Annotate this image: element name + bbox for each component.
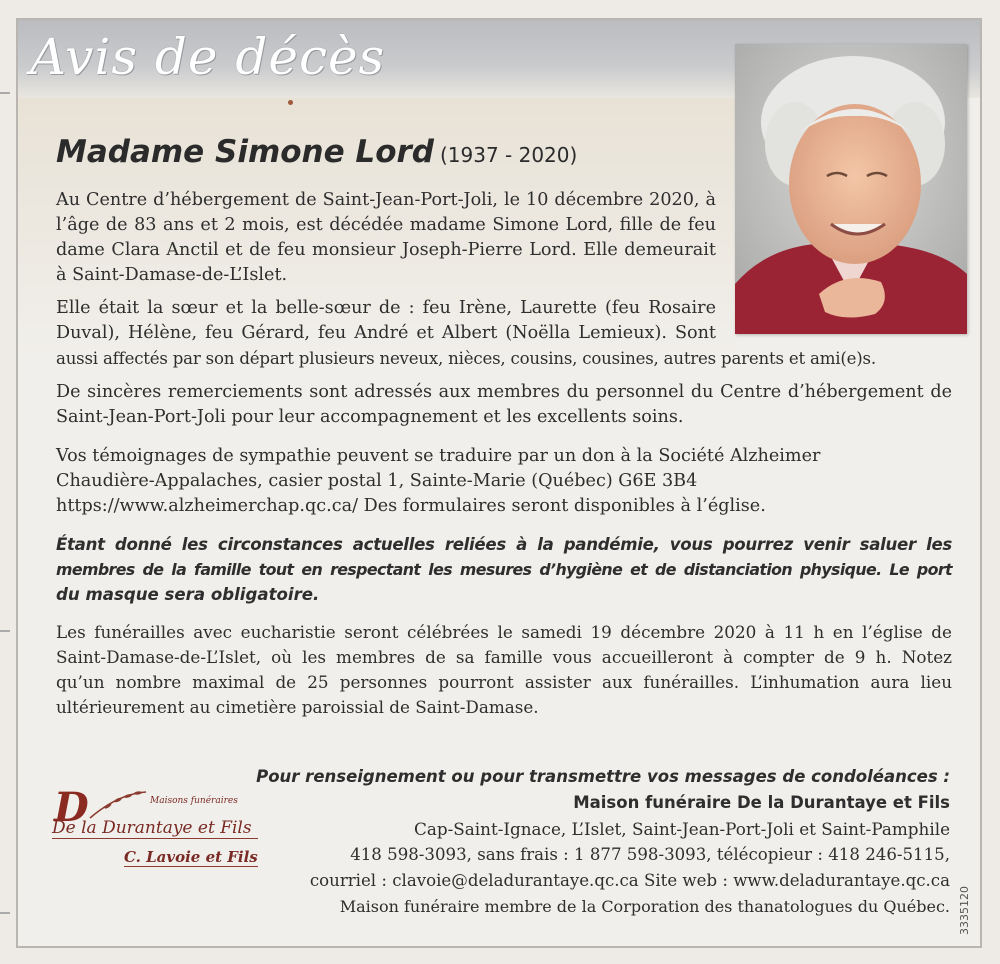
text-line: Elle était la sœur et la belle-sœur de : feu Irène, Laurette (feu Rosaire: [56, 298, 716, 318]
text-line: Étant donné les circonstances actuelles reliées à la pandémie, vous pourrez venir saluer les: [56, 535, 952, 554]
membership: Maison funéraire membre de la Corporation des thanatologues du Québec.: [339, 897, 950, 916]
locations: Cap-Saint-Ignace, L’Islet, Saint-Jean-Port-Joli et Saint-Pamphile: [414, 819, 950, 839]
contact-intro: Pour renseignement ou pour transmettre vos messages de condoléances :: [256, 767, 950, 786]
deceased-name: Madame Simone Lord: [56, 134, 434, 170]
text-line: du masque sera obligatoire.: [56, 585, 320, 604]
text-line: membres de la famille tout en respectant les mesures d’hygiène et de distanciation physique. Le port: [56, 560, 952, 579]
text-line: l’âge de 83 ans et 2 mois, est décédée madame Simone Lord, fille de feu: [56, 215, 716, 235]
paragraph-death: [56, 188, 716, 288]
ad-reference-number: 3335120: [958, 886, 971, 935]
deceased-heading: [56, 134, 577, 170]
phone-numbers: 418 598-3093, sans frais : 1 877 598-3093, télécopieur : 418 246-5115,: [350, 845, 950, 864]
section-title: Avis de décès: [30, 28, 386, 86]
text-line: Saint-Jean-Port-Joli pour leur accompagnement et les excellents soins.: [56, 407, 684, 427]
logo-letter: D: [54, 784, 89, 831]
text-line: Au Centre d’hébergement de Saint-Jean-Port-Joli, le 10 décembre 2020, à: [56, 190, 716, 210]
text-line: Les funérailles avec eucharistie seront célébrées le samedi 19 décembre 2020 à 11 h en l’église de: [56, 622, 952, 642]
text-line: Duval), Hélène, feu Gérard, feu André et Albert (Noëlla Lemieux). Sont: [56, 323, 716, 343]
paragraph-family: [56, 296, 876, 371]
funeral-home-logo: [48, 784, 288, 870]
funeral-home-name: Maison funéraire De la Durantaye et Fils: [573, 793, 950, 812]
text-line: ultérieurement au cimetière paroissial de Saint-Damase.: [56, 697, 539, 717]
edge-mark: [0, 630, 10, 632]
deceased-years: (1937 - 2020): [439, 143, 578, 167]
paragraph-thanks: [56, 380, 952, 430]
text-line: https://www.alzheimerchap.qc.ca/ Des formulaires seront disponibles à l’église.: [56, 496, 766, 516]
edge-mark: [0, 92, 10, 94]
contact-block: [256, 764, 950, 920]
portrait-photo: [735, 44, 967, 334]
text-line: Chaudière-Appalaches, casier postal 1, Sainte-Marie (Québec) G6E 3B4: [56, 471, 698, 491]
text-line: Vos témoignages de sympathie peuvent se traduire par un don à la Société Alzheimer: [56, 446, 821, 466]
text-line: qu’un nombre maximal de 25 personnes pourront assister aux funérailles. L’inhumation aura lieu: [56, 672, 952, 692]
text-line: à Saint-Damase-de-L’Islet.: [56, 265, 288, 285]
paragraph-pandemic: [56, 532, 952, 607]
title-ornament: [288, 100, 293, 105]
text-line: De sincères remerciements sont adressés aux membres du personnel du Centre d’hébergement de: [56, 382, 952, 402]
logo-sub-text: C. Lavoie et Fils: [124, 848, 258, 866]
text-line: dame Clara Anctil et de feu monsieur Joseph-Pierre Lord. Elle demeurait: [56, 240, 716, 260]
email-website: courriel : clavoie@deladurantaye.qc.ca Site web : www.deladurantaye.qc.ca: [309, 871, 950, 890]
text-line: Saint-Damase-de-L’Islet, où les membres de sa famille vous accueilleront à compter de 9 h. Notez: [56, 647, 952, 667]
logo-main-text: De la Durantaye et Fils: [52, 818, 258, 839]
paragraph-funeral: [56, 620, 952, 720]
logo-tagline: Maisons funéraires: [150, 796, 238, 806]
edge-mark: [0, 912, 10, 914]
text-line: aussi affectés par son départ plusieurs neveux, nièces, cousins, cousines, autres parents et ami(e)s.: [56, 349, 876, 368]
paragraph-donations: [56, 444, 952, 519]
wheat-icon: [88, 790, 148, 820]
